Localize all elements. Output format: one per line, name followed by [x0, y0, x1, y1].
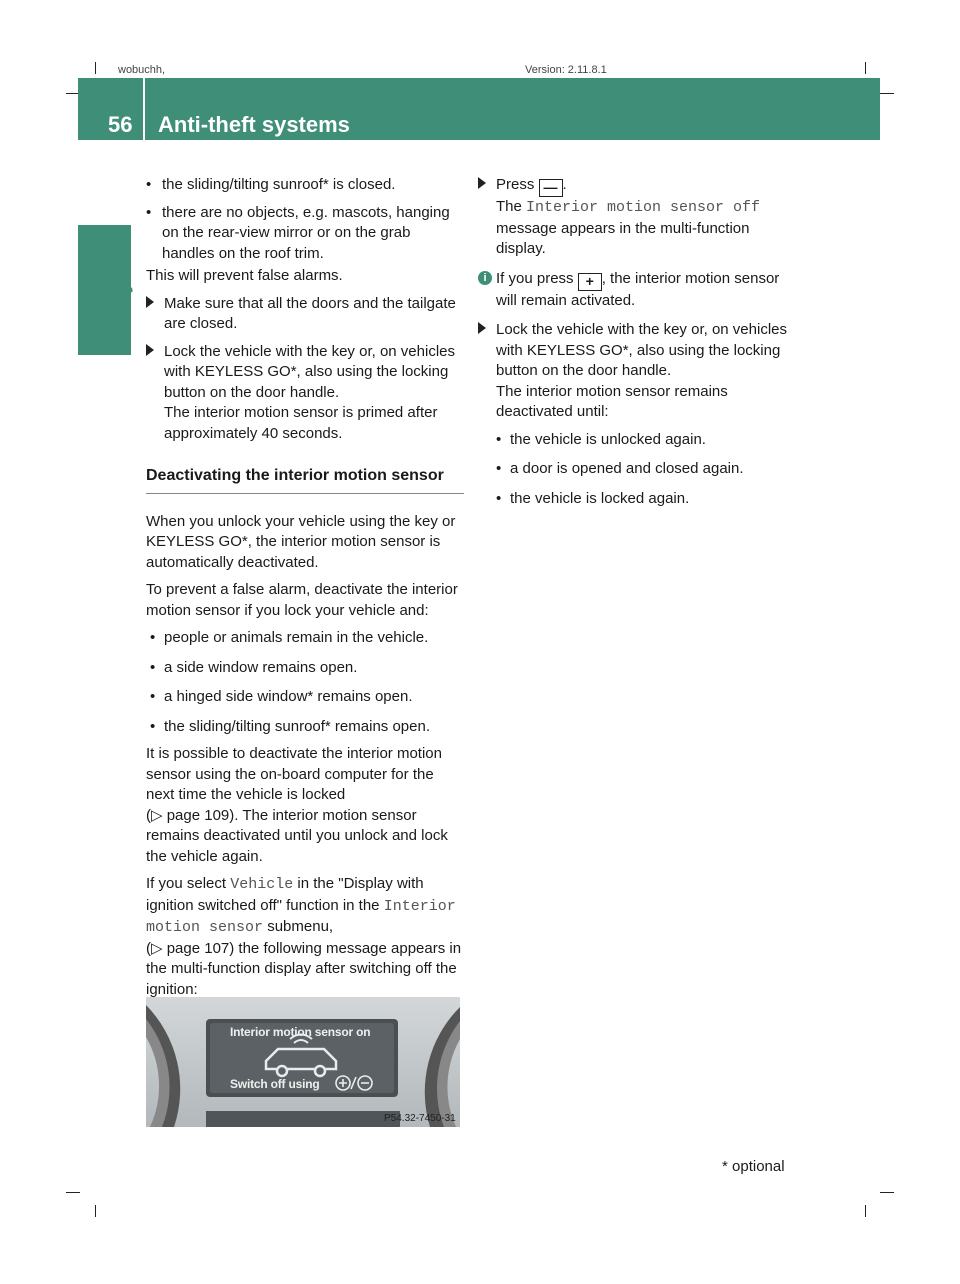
note-text: This will prevent false alarms. — [146, 267, 343, 284]
paragraph: To prevent a false alarm, deactivate the interior motion sensor if you lock your vehicle and: — [146, 581, 458, 619]
crop-mark — [880, 1192, 894, 1193]
instrument-cluster-image — [146, 997, 460, 1127]
display-text: Interior motion sensor — [146, 897, 456, 936]
left-column — [146, 175, 464, 1000]
step-arrow-icon — [146, 296, 154, 308]
paragraph: When you unlock your vehicle using the key or KEYLESS GO*, the interior motion sensor is automatically deactivated. — [146, 512, 456, 571]
step-result: The interior motion sensor is primed after approximately 40 seconds. — [164, 404, 438, 442]
plus-key-icon: + — [578, 273, 602, 291]
display-line-1: Interior motion sensor on — [230, 1025, 371, 1039]
bullet-item: • there are no objects, e.g. mascots, hanging on the rear-view mirror or on the grab handles on the roof trim. — [146, 203, 464, 265]
instruction-step — [478, 175, 798, 197]
crop-mark — [865, 1205, 866, 1217]
text-run: The — [496, 198, 527, 215]
instruction-step — [146, 294, 464, 335]
bullet-item: • the sliding/tilting sunroof* remains open. — [146, 717, 464, 738]
side-tab-label: Safety — [108, 280, 133, 347]
text-run: If you press — [496, 269, 578, 287]
crop-mark — [95, 62, 96, 74]
minus-key-icon: — — [539, 179, 563, 197]
step-text: Make sure that all the doors and the tailgate are closed. — [164, 294, 456, 332]
info-note — [478, 269, 798, 312]
image-code: P54.32-7450-31 — [384, 1113, 456, 1124]
step-text: Lock the vehicle with the key or, on vehicles with KEYLESS GO*, also using the locking button on the door handle. — [496, 321, 787, 379]
crop-mark — [66, 1192, 80, 1193]
text-run: submenu, — [263, 918, 334, 935]
text-run: message appears in the multi-function display. — [496, 219, 750, 257]
page-header — [78, 78, 880, 140]
text-run: If you select — [146, 875, 231, 892]
page-title: Anti-theft systems — [158, 112, 350, 137]
bullet-item: • a hinged side window* remains open. — [146, 687, 464, 708]
step-arrow-icon — [478, 322, 486, 334]
text-run: Press — [496, 176, 539, 193]
page-number: 56 — [108, 112, 133, 137]
section-heading: Deactivating the interior motion sensor — [146, 466, 464, 494]
crop-mark — [865, 62, 866, 74]
page-reference: (▷ page 107) the following message appears in the multi-function display after switching off the ignition: — [146, 939, 462, 998]
bullet-item: • a side window remains open. — [146, 658, 464, 679]
bullet-item: • a door is opened and closed again. — [496, 459, 798, 480]
display-line-2: Switch off using — [230, 1077, 320, 1091]
paragraph — [146, 874, 464, 939]
display-text: Vehicle — [230, 876, 294, 893]
text-run: . — [562, 176, 567, 193]
crop-text-right: Version: 2.11.8.1 — [525, 64, 607, 76]
step-arrow-icon — [146, 344, 154, 356]
paragraph: It is possible to deactivate the interior motion sensor using the on-board computer for the next time the vehicle is locked — [146, 745, 442, 803]
crop-text-left: wobuchh, — [118, 64, 166, 76]
step-arrow-icon — [478, 177, 486, 189]
bullet-item: • the vehicle is unlocked again. — [496, 430, 798, 451]
display-text: Interior motion sensor off — [526, 199, 761, 216]
page-reference: (▷ page 109). The interior motion sensor remains deactivated until you unlock and lock the vehicle again. — [146, 806, 448, 865]
instruction-step — [146, 342, 464, 404]
bullet-item: • people or animals remain in the vehicle. — [146, 628, 464, 649]
step-result — [478, 197, 798, 260]
header-divider — [143, 78, 145, 140]
optional-footnote: * optional — [722, 1158, 785, 1175]
text-run: , the interior motion sensor will remain activated. — [496, 269, 780, 309]
info-icon: i — [478, 271, 492, 285]
text-run: in the "Display with ignition switched off" function in the — [146, 875, 424, 914]
bullet-item: • the vehicle is locked again. — [496, 489, 798, 510]
crop-mark — [880, 93, 894, 94]
instruction-step — [478, 320, 798, 382]
crop-mark — [95, 1205, 96, 1217]
step-result: The interior motion sensor remains deactivated until: — [496, 382, 728, 420]
display-photo — [146, 997, 460, 1127]
step-text: Lock the vehicle with the key or, on vehicles with KEYLESS GO*, also using the locking button on the door handle. — [164, 342, 455, 401]
bullet-item: • the sliding/tilting sunroof* is closed. — [146, 175, 464, 196]
right-column — [478, 175, 798, 509]
